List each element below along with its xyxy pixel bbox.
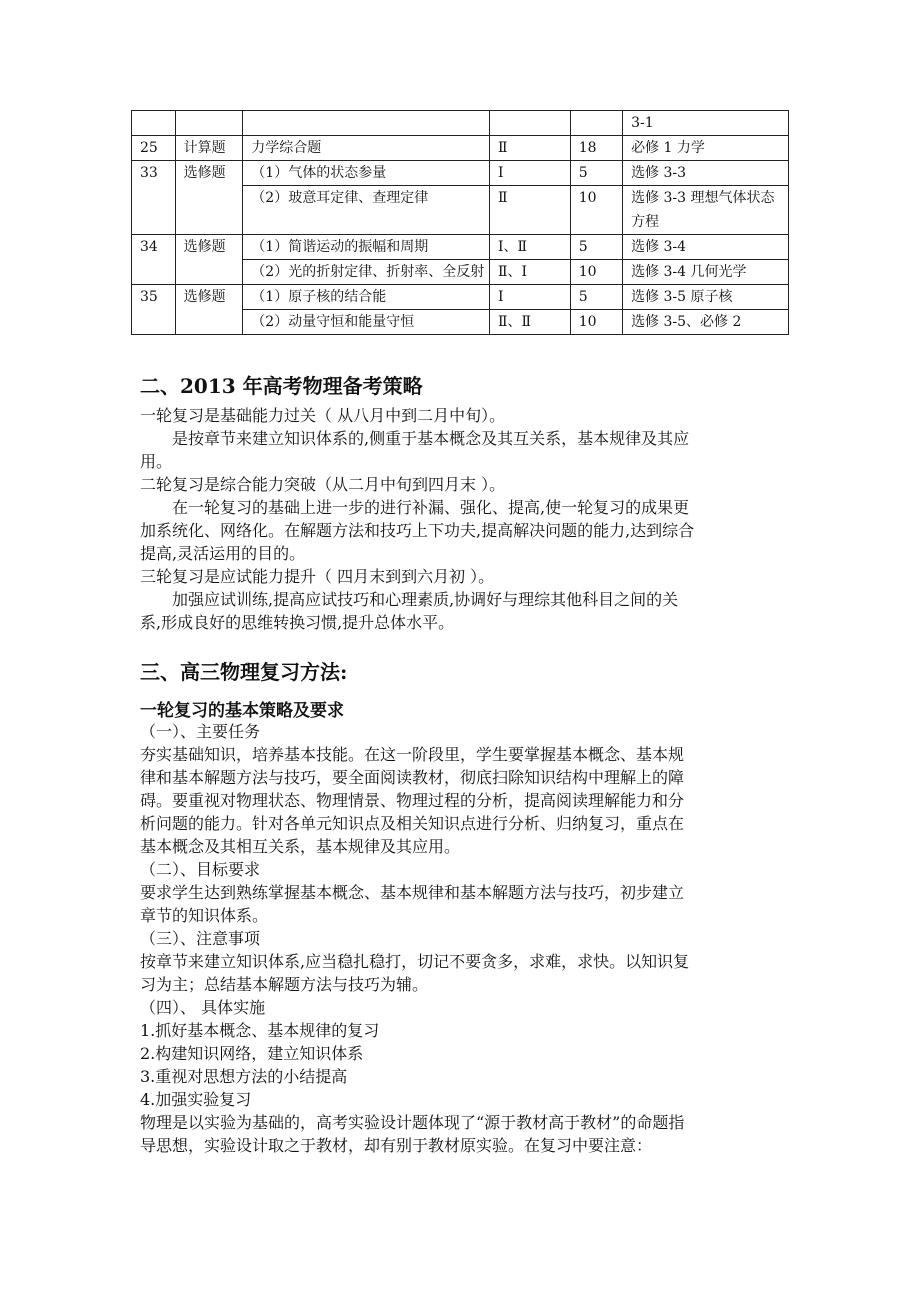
table-cell-module: 选修 3-4 几何光学	[623, 260, 789, 285]
table-cell-type: 选修题	[175, 285, 243, 335]
paragraph-line: 系,形成良好的思维转换习惯,提升总体水平。	[140, 613, 455, 632]
paragraph-line: 夯实基础知识，培养基本技能。在这一阶段里，学生要掌握基本概念、基本规	[140, 745, 685, 764]
table-cell-content: 力学综合题	[243, 136, 490, 161]
paragraph-line: 碍。要重视对物理状态、物理情景、物理过程的分析，提高阅读理解能力和分	[140, 791, 685, 810]
table-cell-module: 选修 3-5 原子核	[623, 285, 789, 310]
paragraph-line: 2.构建知识网络，建立知识体系	[140, 1044, 364, 1063]
table-cell-content: （2）动量守恒和能量守恒	[243, 310, 490, 335]
paragraph-line: 习为主；总结基本解题方法与技巧为辅。	[140, 975, 429, 994]
table-cell-module: 3-1	[623, 111, 789, 136]
table-cell-level: Ⅰ、Ⅱ	[489, 235, 570, 260]
table-row	[132, 161, 789, 186]
section-3-heading: 三、高三物理复习方法:	[140, 660, 348, 684]
table-cell-level	[489, 111, 570, 136]
table-cell-level: Ⅰ	[489, 161, 570, 186]
section-2-body	[140, 404, 790, 634]
table-cell-level: Ⅰ	[489, 285, 570, 310]
table-cell-no: 34	[132, 235, 176, 285]
paragraph-line: 析问题的能力。针对各单元知识点及相关知识点进行分析、归纳复习，重点在	[140, 814, 685, 833]
table-cell-module: 选修 3-3	[623, 161, 789, 186]
section-3-body	[140, 720, 790, 1157]
table-cell-no: 33	[132, 161, 176, 235]
table-cell-type: 选修题	[175, 235, 243, 285]
section-2-heading: 二、2013 年高考物理备考策略	[140, 374, 423, 398]
table-cell-module: 选修 3-3 理想气体状态方程	[623, 186, 789, 235]
paragraph-line: （四）、 具体实施	[140, 998, 266, 1017]
table-cell-type: 计算题	[175, 136, 243, 161]
paragraph-line: 律和基本解题方法与技巧，要全面阅读教材，彻底扫除知识结构中理解上的障	[140, 768, 685, 787]
table-cell-score: 5	[570, 285, 622, 310]
table-cell-score: 5	[570, 161, 622, 186]
table-cell-module: 必修 1 力学	[623, 136, 789, 161]
paragraph-line: 章节的知识体系。	[140, 906, 269, 925]
table-row	[132, 136, 789, 161]
table-cell-score	[570, 111, 622, 136]
table-cell-no: 25	[132, 136, 176, 161]
table-cell-score: 10	[570, 260, 622, 285]
table-cell-no: 35	[132, 285, 176, 335]
paragraph-line: 按章节来建立知识体系,应当稳扎稳打，切记不要贪多，求难，求快。以知识复	[140, 952, 690, 971]
paragraph-line: 一轮复习是基础能力过关（ 从八月中到二月中旬）。	[140, 406, 506, 425]
table-cell-score: 10	[570, 186, 622, 235]
table-row	[132, 111, 789, 136]
table-cell-level: Ⅱ	[489, 136, 570, 161]
table-cell-content: （1）简谐运动的振幅和周期	[243, 235, 490, 260]
table-cell-type: 选修题	[175, 161, 243, 235]
table-cell-level: Ⅱ、Ⅱ	[489, 310, 570, 335]
paragraph-line: 用。	[140, 452, 173, 471]
paragraph-line: 4.加强实验复习	[140, 1090, 252, 1109]
paragraph-line: 3.重视对思想方法的小结提高	[140, 1067, 348, 1086]
table-cell-content: （2）光的折射定律、折射率、全反射	[243, 260, 490, 285]
table-cell-content: （1）气体的状态参量	[243, 161, 490, 186]
section-3-subheading: 一轮复习的基本策略及要求	[140, 701, 344, 721]
paragraph-line: 是按章节来建立知识体系的,侧重于基本概念及其互关系，基本规律及其应	[140, 429, 690, 448]
paragraph-line: 在一轮复习的基础上进一步的进行补漏、强化、提高,使一轮复习的成果更	[140, 498, 690, 517]
paragraph-line: 要求学生达到熟练掌握基本概念、基本规律和基本解题方法与技巧，初步建立	[140, 883, 685, 902]
table-cell-module: 选修 3-4	[623, 235, 789, 260]
table-cell-level: Ⅱ、Ⅰ	[489, 260, 570, 285]
table-cell-no	[132, 111, 176, 136]
paragraph-line: （三）、注意事项	[140, 929, 261, 948]
paragraph-line: 提高,灵活运用的目的。	[140, 544, 306, 563]
paragraph-line: 1.抓好基本概念、基本规律的复习	[140, 1021, 380, 1040]
table-cell-score: 5	[570, 235, 622, 260]
table-cell-score: 18	[570, 136, 622, 161]
paragraph-line: 加系统化、网络化。在解题方法和技巧上下功夫,提高解决问题的能力,达到综合	[140, 521, 695, 540]
paragraph-line: 加强应试训练,提高应试技巧和心理素质,协调好与理综其他科目之间的关	[140, 590, 679, 609]
paragraph-line: 基本概念及其相互关系，基本规律及其应用。	[140, 837, 461, 856]
paragraph-line: （一）、主要任务	[140, 722, 261, 741]
paragraph-line: 导思想，实验设计取之于教材，却有别于教材原实验。在复习中要注意：	[140, 1136, 653, 1155]
paragraph-line: 三轮复习是应试能力提升（ 四月末到到六月初 ）。	[140, 567, 495, 586]
paragraph-line: 二轮复习是综合能力突破（从二月中旬到四月末 ）。	[140, 475, 506, 494]
table-cell-score: 10	[570, 310, 622, 335]
table-cell-content: （1）原子核的结合能	[243, 285, 490, 310]
table-row	[132, 235, 789, 260]
exam-content-table	[131, 110, 789, 335]
table-cell-module: 选修 3-5、必修 2	[623, 310, 789, 335]
table-cell-content: （2）玻意耳定律、查理定律	[243, 186, 490, 235]
table-cell-level: Ⅱ	[489, 186, 570, 235]
paragraph-line: （二）、目标要求	[140, 860, 261, 879]
paragraph-line: 物理是以实验为基础的，高考实验设计题体现了“源于教材高于教材”的命题指	[140, 1113, 685, 1132]
table-row	[132, 285, 789, 310]
table-cell-content	[243, 111, 490, 136]
table-cell-type	[175, 111, 243, 136]
